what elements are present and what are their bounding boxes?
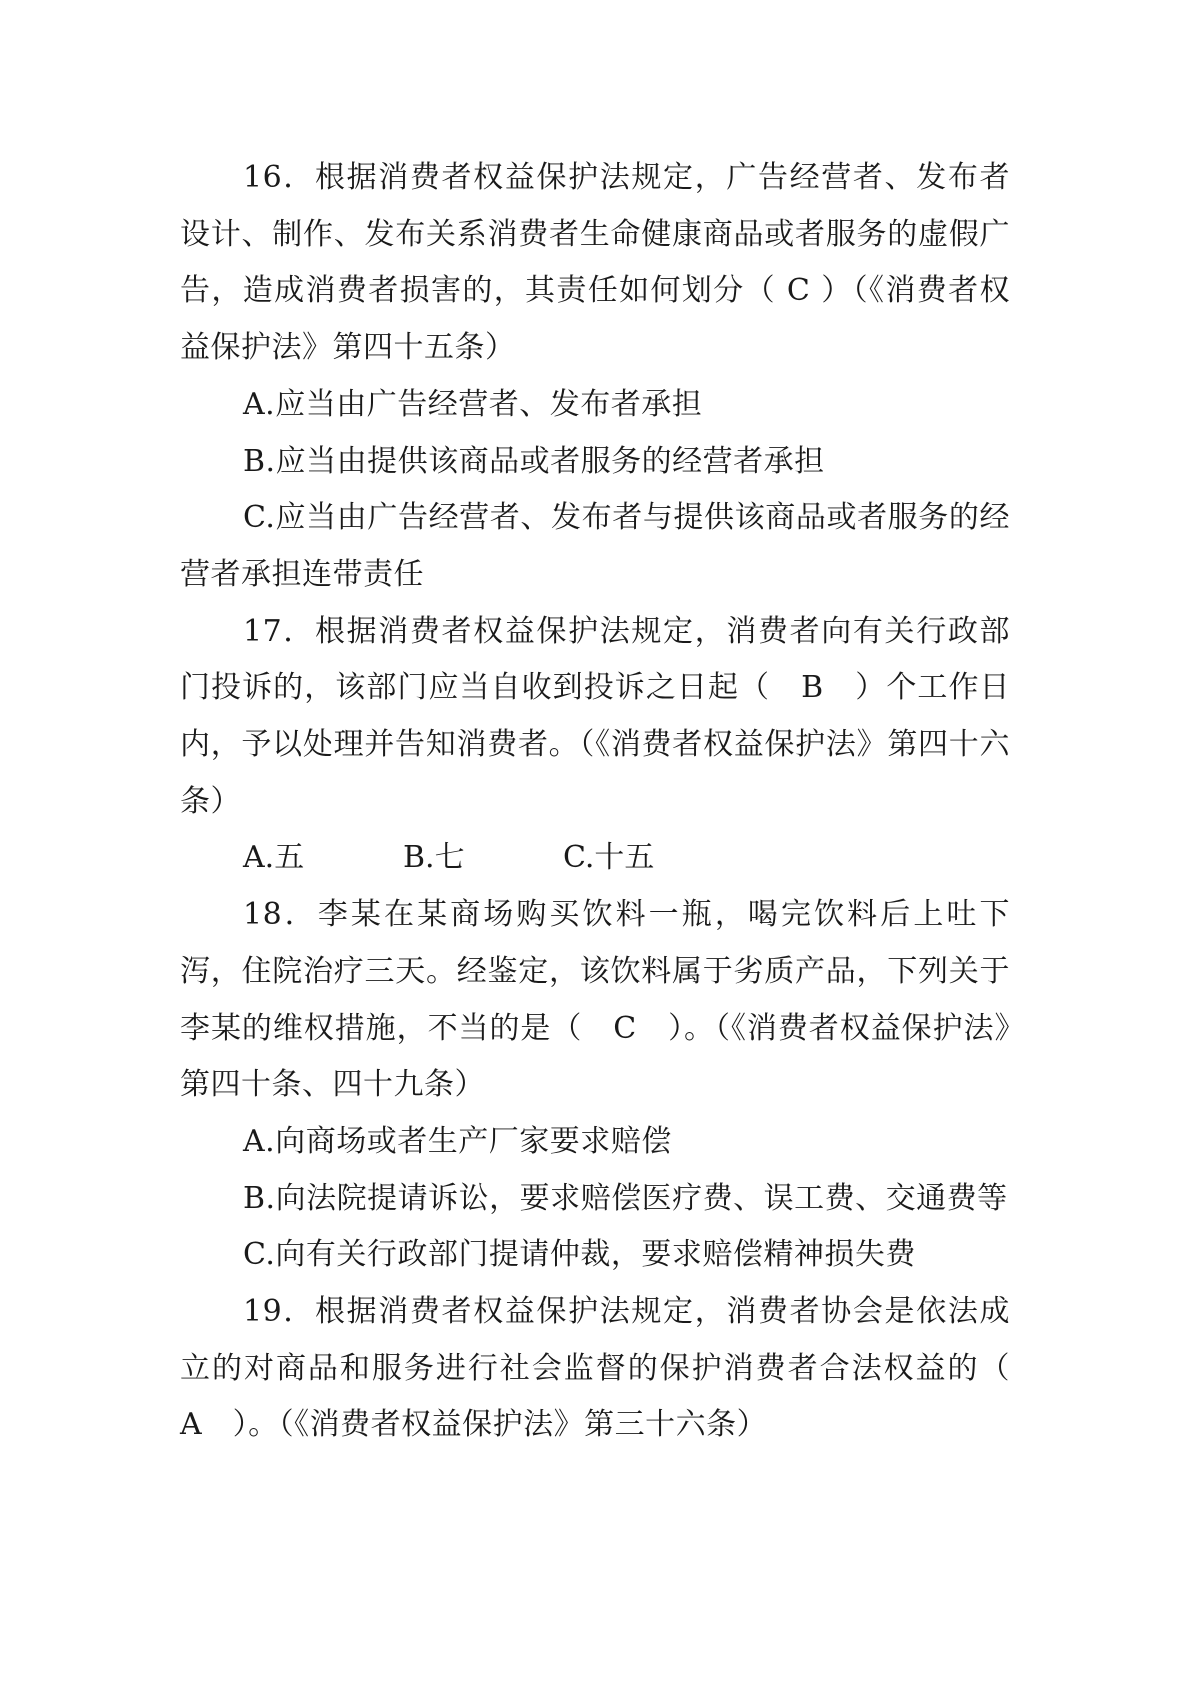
question-16-option-c: C.应当由广告经营者、发布者与提供该商品或者服务的经营者承担连带责任 xyxy=(180,500,1010,592)
question-16: 16．根据消费者权益保护法规定，广告经营者、发布者设计、制作、发布关系消费者生命健康商品或者服务的虚假广告，造成消费者损害的，其责任如何划分（ C ）（《消费者权益保护法》第四十五条） xyxy=(180,160,1010,366)
question-16-option-b: B.应当由提供该商品或者服务的经营者承担 xyxy=(243,443,825,479)
question-18-option-c: C.向有关行政部门提请仲裁，要求赔偿精神损失费 xyxy=(243,1237,916,1273)
question-19: 19．根据消费者权益保护法规定，消费者协会是依法成立的对商品和服务进行社会监督的保护消费者合法权益的（ A ）。（《消费者权益保护法》第三十六条） xyxy=(180,1294,1041,1443)
question-18-option-a: A.向商场或者生产厂家要求赔偿 xyxy=(243,1123,672,1159)
question-18-option-b: B.向法院提请诉讼，要求赔偿医疗费、误工费、交通费等 xyxy=(243,1180,1008,1216)
question-17: 17．根据消费者权益保护法规定，消费者向有关行政部门投诉的，该部门应当自收到投诉之日起（ B ）个工作日内，予以处理并告知消费者。（《消费者权益保护法》第四十六条） xyxy=(180,613,1010,819)
question-18: 18．李某在某商场购买饮料一瓶，喝完饮料后上吐下泻，住院治疗三天。经鉴定，该饮料属于劣质产品，下列关于李某的维权措施，不当的是（ C ）。（《消费者权益保护法》第四十条、四十九条） xyxy=(180,897,1010,1103)
question-17-option-b: B.七 xyxy=(403,840,465,876)
question-17-options xyxy=(180,830,1010,887)
question-17-option-a: A.五 xyxy=(243,840,305,876)
question-17-option-c: C.十五 xyxy=(563,840,655,876)
question-16-option-a: A.应当由广告经营者、发布者承担 xyxy=(243,386,703,422)
document-page xyxy=(180,150,1041,1454)
